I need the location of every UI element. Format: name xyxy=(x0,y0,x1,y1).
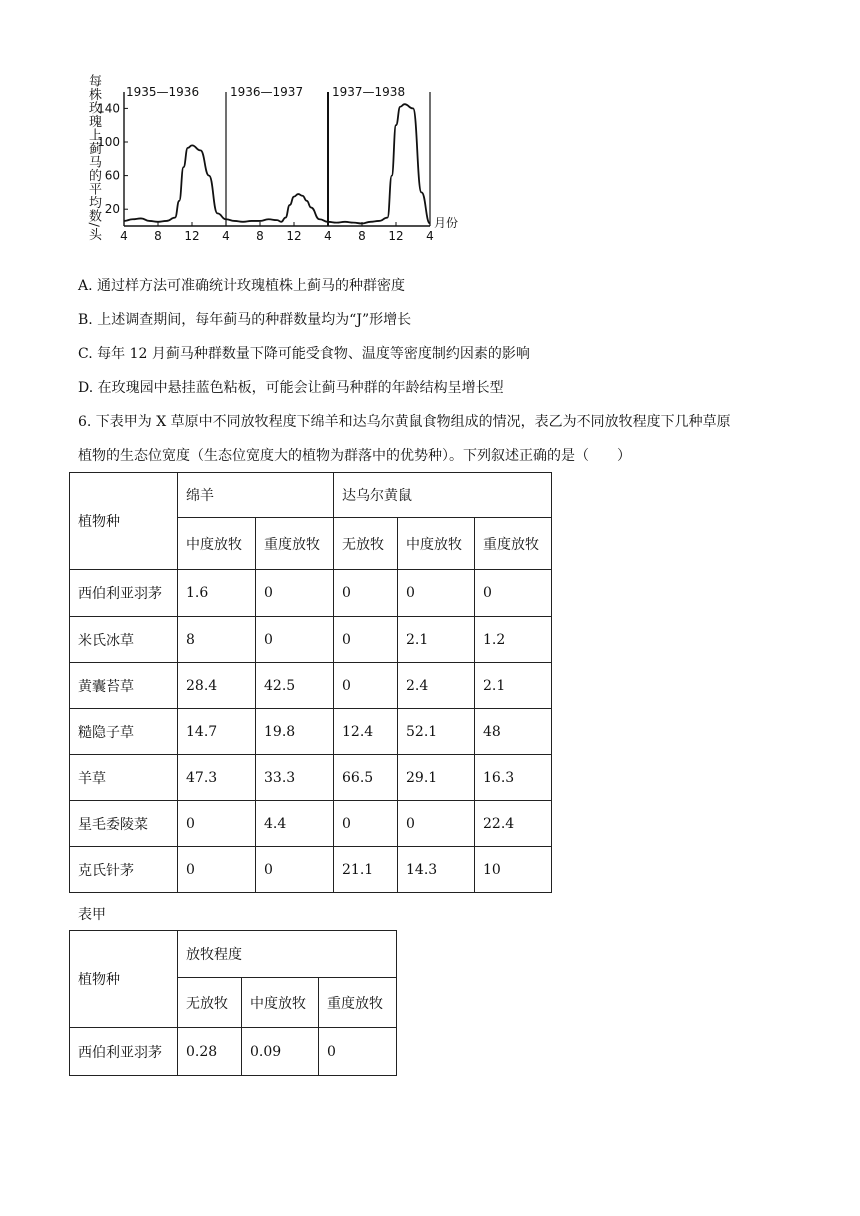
y-tick-label: 60 xyxy=(104,168,120,183)
option-a: A. 通过样方法可准确统计玫瑰植株上蓟马的种群密度 xyxy=(78,278,406,294)
x-tick-label: 8 xyxy=(154,229,162,243)
table-cell: 42.5 xyxy=(256,663,334,709)
table-cell: 0 xyxy=(319,1028,397,1076)
chart-y-axis-label: 每株玫瑰上蓟马的平均数/头 xyxy=(86,74,101,241)
chart-plot xyxy=(124,104,430,223)
table-cell: 33.3 xyxy=(256,755,334,801)
table-cell: 2.1 xyxy=(475,663,552,709)
option-b: B. 上述调查期间，每年蓟马的种群数量均为“J”形增长 xyxy=(78,312,412,328)
table-cell: 48 xyxy=(475,709,552,755)
table-cell: 0 xyxy=(475,570,552,617)
table-cell: 2.4 xyxy=(398,663,475,709)
x-tick-label: 8 xyxy=(358,229,366,243)
table-cell: 10 xyxy=(475,847,552,893)
table-cell: 8 xyxy=(178,617,256,663)
period-label: 1936—1937 xyxy=(230,85,304,99)
y-tick-label: 140 xyxy=(97,101,120,116)
period-label: 1935—1936 xyxy=(126,85,200,99)
table-row xyxy=(70,570,552,617)
table-cell: 羊草 xyxy=(70,755,178,801)
table-a-corner: 植物种 xyxy=(70,473,178,570)
option-d: D. 在玫瑰园中悬挂蓝色粘板，可能会让蓟马种群的年龄结构呈增长型 xyxy=(78,380,504,396)
table-cell: 西伯利亚羽茅 xyxy=(70,1028,178,1076)
table-cell: 0 xyxy=(398,570,475,617)
table-a-subheader: 重度放牧 xyxy=(475,518,552,570)
x-tick-label: 4 xyxy=(324,229,332,243)
table-cell: 2.1 xyxy=(398,617,475,663)
table-cell: 66.5 xyxy=(334,755,398,801)
table-cell: 黄囊苔草 xyxy=(70,663,178,709)
table-b-corner: 植物种 xyxy=(70,931,178,1028)
period-label: 1937—1938 xyxy=(332,85,406,99)
x-tick-label: 4 xyxy=(426,229,434,243)
table-cell: 21.1 xyxy=(334,847,398,893)
question6-line2: 植物的生态位宽度（生态位宽度大的植物为群落中的优势种）。下列叙述正确的是（ ） xyxy=(78,448,631,464)
table-cell: 0 xyxy=(178,847,256,893)
question6-line1: 6. 下表甲为 X 草原中不同放牧程度下绵羊和达乌尔黄鼠食物组成的情况，表乙为不同放牧程度下几种草原 xyxy=(78,414,731,430)
table-cell: 0 xyxy=(256,847,334,893)
table-cell: 12.4 xyxy=(334,709,398,755)
table-row xyxy=(70,801,552,847)
x-tick-label: 12 xyxy=(286,229,302,243)
table-cell: 22.4 xyxy=(475,801,552,847)
table-row xyxy=(70,847,552,893)
table-cell: 0 xyxy=(256,617,334,663)
table-cell: 星毛委陵菜 xyxy=(70,801,178,847)
x-tick-label: 4 xyxy=(120,229,128,243)
table-a-caption: 表甲 xyxy=(78,907,106,923)
y-tick-label: 20 xyxy=(104,202,120,217)
table-a-subheader: 中度放牧 xyxy=(178,518,256,570)
table-a-subheader: 无放牧 xyxy=(334,518,398,570)
x-axis-label: 月份 xyxy=(434,216,459,230)
table-cell: 1.2 xyxy=(475,617,552,663)
y-tick-label: 100 xyxy=(97,135,120,149)
x-tick-label: 12 xyxy=(388,229,404,243)
table-cell: 西伯利亚羽茅 xyxy=(70,570,178,617)
table-cell: 19.8 xyxy=(256,709,334,755)
table-row xyxy=(70,663,552,709)
table-b-subheader: 无放牧 xyxy=(178,978,242,1028)
table-cell: 0.09 xyxy=(242,1028,319,1076)
table-a xyxy=(69,472,552,893)
table-cell: 0 xyxy=(178,801,256,847)
table-cell: 47.3 xyxy=(178,755,256,801)
chart-axes xyxy=(124,85,430,226)
table-cell: 28.4 xyxy=(178,663,256,709)
table-cell: 0 xyxy=(334,801,398,847)
table-cell: 14.3 xyxy=(398,847,475,893)
table-a-group-sheep: 绵羊 xyxy=(178,473,334,518)
thrips-population-chart xyxy=(80,66,459,262)
table-cell: 1.6 xyxy=(178,570,256,617)
table-cell: 0 xyxy=(334,570,398,617)
table-b-group: 放牧程度 xyxy=(178,931,397,978)
table-row xyxy=(70,1028,397,1076)
series-line xyxy=(124,104,430,223)
table-cell: 29.1 xyxy=(398,755,475,801)
table-cell: 14.7 xyxy=(178,709,256,755)
x-tick-label: 4 xyxy=(222,229,230,243)
table-cell: 0 xyxy=(398,801,475,847)
table-b xyxy=(69,930,397,1076)
table-b-subheader: 重度放牧 xyxy=(319,978,397,1028)
table-cell: 克氏针茅 xyxy=(70,847,178,893)
x-tick-label: 8 xyxy=(256,229,264,243)
table-a-subheader: 重度放牧 xyxy=(256,518,334,570)
table-row xyxy=(70,755,552,801)
table-row xyxy=(70,617,552,663)
table-cell: 0 xyxy=(334,663,398,709)
table-cell: 0.28 xyxy=(178,1028,242,1076)
table-cell: 0 xyxy=(334,617,398,663)
table-b-subheader: 中度放牧 xyxy=(242,978,319,1028)
x-tick-label: 12 xyxy=(184,229,200,243)
table-cell: 糙隐子草 xyxy=(70,709,178,755)
table-row xyxy=(70,709,552,755)
option-c: C. 每年 12 月蓟马种群数量下降可能受食物、温度等密度制约因素的影响 xyxy=(78,346,530,362)
table-cell: 4.4 xyxy=(256,801,334,847)
table-cell: 米氏冰草 xyxy=(70,617,178,663)
table-a-subheader: 中度放牧 xyxy=(398,518,475,570)
table-cell: 0 xyxy=(256,570,334,617)
table-cell: 16.3 xyxy=(475,755,552,801)
table-cell: 52.1 xyxy=(398,709,475,755)
table-a-group-squirrel: 达乌尔黄鼠 xyxy=(334,473,552,518)
